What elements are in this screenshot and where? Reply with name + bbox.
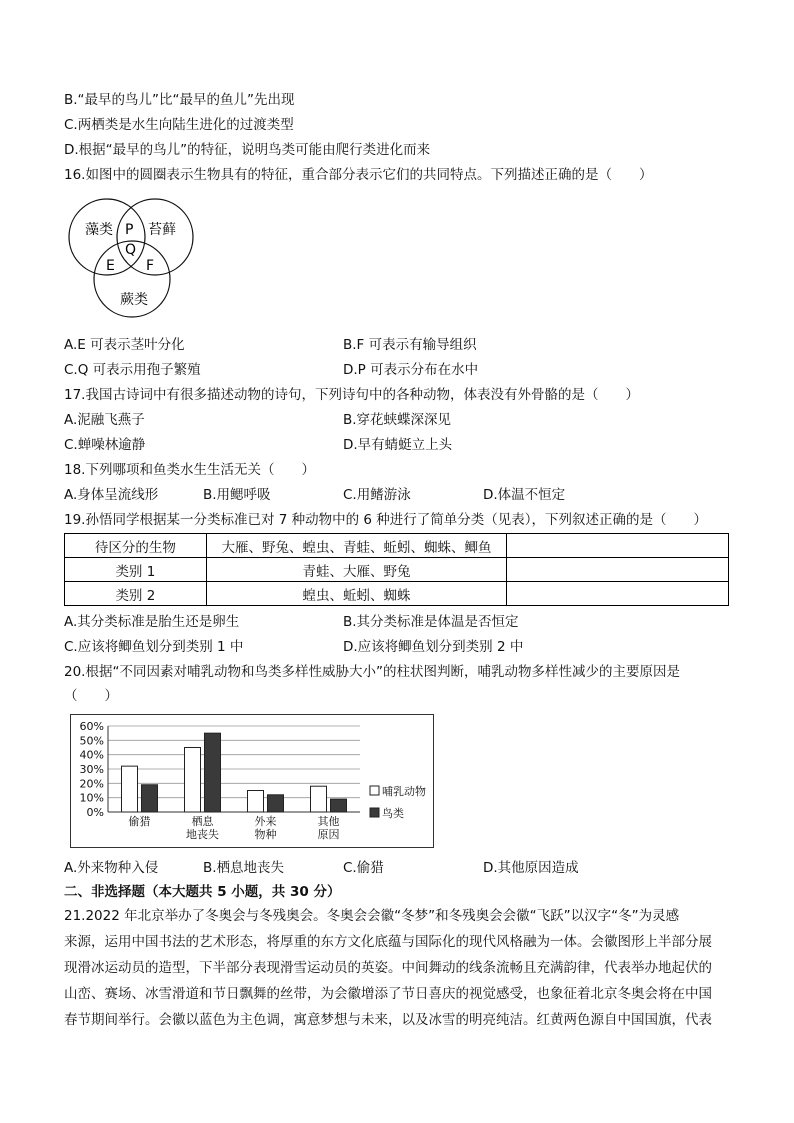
q20-option-b: B.栖息地丧失 [203, 860, 285, 876]
table-cell-label: 类别 2 [65, 582, 207, 606]
classification-table [64, 533, 729, 606]
table-row [65, 534, 729, 558]
q17-option-c: C.蝉噪林逾静 [64, 437, 146, 453]
y-tick-label: 10% [79, 791, 104, 805]
legend-label: 鸟类 [382, 807, 404, 820]
q20-option-d: D.其他原因造成 [483, 860, 579, 876]
table-row [65, 582, 729, 606]
table-cell-value: 青蛙、大雁、野兔 [206, 558, 507, 582]
q16-option-a: A.E 可表示茎叶分化 [64, 337, 185, 353]
table-cell-label: 待区分的生物 [65, 534, 207, 558]
option-d-text: D.根据“最早的鸟儿”的特征，说明鸟类可能由爬行类进化而来 [64, 142, 431, 158]
q19-option-b: B.其分类标准是体温是否恒定 [343, 614, 519, 630]
x-tick-label: 外来 [254, 815, 277, 828]
bar-bird [268, 795, 284, 812]
y-tick-label: 60% [79, 720, 104, 733]
x-tick-label: 栖息 [191, 815, 214, 828]
q19-option-a: A.其分类标准是胎生还是卵生 [64, 614, 240, 630]
venn-label-f: F [146, 258, 155, 274]
table-cell-value: 蝗虫、蚯蚓、蜘蛛 [206, 582, 507, 606]
option-c-text: C.两栖类是水生向陆生进化的过渡类型 [64, 117, 294, 133]
q18-option-a: A.身体呈流线形 [64, 487, 159, 503]
x-tick-label: 偷猎 [128, 815, 151, 828]
x-tick-label: 其他 [317, 815, 340, 828]
question-20: 20.根据“不同因素对哺乳动物和鸟类多样性威胁大小”的柱状图判断，哺乳动物多样性减少的主要原因是 [64, 664, 680, 680]
venn-label-algae: 藻类 [85, 222, 113, 238]
q19-option-c: C.应该将鲫鱼划分到类别 1 中 [64, 639, 244, 655]
venn-label-q: Q [125, 242, 137, 258]
y-tick-label: 20% [79, 777, 104, 791]
y-tick-label: 50% [79, 734, 104, 748]
table-cell-empty [507, 558, 729, 582]
table-cell-empty [507, 534, 729, 558]
q20-option-c: C.偷猎 [343, 860, 384, 876]
q17-option-b: B.穿花蛱蝶深深见 [343, 412, 452, 428]
q16-option-c: C.Q 可表示用孢子繁殖 [64, 362, 201, 378]
bar-bird [331, 799, 347, 812]
q16-option-b: B.F 可表示有输导组织 [343, 337, 477, 353]
bar-mammal [185, 748, 201, 813]
y-tick-label: 40% [79, 748, 104, 762]
legend-swatch [370, 786, 379, 795]
table-cell-label: 类别 1 [65, 558, 207, 582]
paragraph-line: 来源，运用中国书法的艺术形态，将厚重的东方文化底蕴与国际化的现代风格融为一体。会徽图形上半部分展 [64, 934, 712, 950]
q20-option-a: A.外来物种入侵 [64, 860, 159, 876]
y-tick-label: 30% [79, 763, 104, 776]
bar-mammal [122, 766, 138, 812]
bar-mammal [248, 791, 264, 813]
q17-option-a: A.泥融飞燕子 [64, 412, 145, 428]
venn-label-p: P [125, 222, 134, 238]
paragraph-line: 现滑冰运动员的造型，下半部分表现滑雪运动员的英姿。中间舞动的线条流畅且充满韵律，代表举办地起伏的 [64, 960, 712, 976]
venn-label-e: E [106, 258, 115, 274]
question-19: 19.孙悟同学根据某一分类标准已对 7 种动物中的 6 种进行了简单分类（见表），下列叙述正确的是（ ） [64, 512, 708, 528]
question-20-blank: （ ） [64, 688, 118, 704]
paragraph-line: 21.2022 年北京举办了冬奥会与冬残奥会。冬奥会会徽“冬梦”和冬残奥会会徽“飞跃”以汉字“冬”为灵感 [64, 908, 680, 924]
paragraph-line: 春节期间举行。会徽以蓝色为主色调，寓意梦想与未来，以及冰雪的明亮纯洁。红黄两色源自中国国旗，代表 [64, 1012, 712, 1028]
q17-option-d: D.早有蜻蜓立上头 [343, 437, 453, 453]
bar-bird [142, 785, 158, 812]
bar-chart [70, 714, 434, 848]
paragraph-line: 山峦、赛场、冰雪滑道和节日飘舞的丝带，为会徽增添了节日喜庆的视觉感受，也象征着北京冬奥会将在中国 [64, 986, 712, 1002]
q18-option-d: D.体温不恒定 [483, 487, 566, 503]
venn-label-fern: 蕨类 [120, 292, 148, 308]
section-heading: 二、非选择题（本大题共 5 小题，共 30 分） [64, 884, 341, 900]
question-17: 17.我国古诗词中有很多描述动物的诗句，下列诗句中的各种动物，体表没有外骨骼的是（ ） [64, 387, 639, 403]
legend-swatch [370, 808, 379, 817]
table-row [65, 558, 729, 582]
venn-label-moss: 苔藓 [148, 222, 176, 238]
question-18: 18.下列哪项和鱼类水生生活无关（ ） [64, 462, 315, 478]
bar-bird [205, 733, 221, 812]
x-tick-label: 原因 [317, 828, 340, 841]
q18-option-b: B.用鳃呼吸 [203, 487, 271, 503]
table-cell-value: 大雁、野兔、蝗虫、青蛙、蚯蚓、蜘蛛、鲫鱼 [206, 534, 507, 558]
q18-option-c: C.用鳍游泳 [343, 487, 411, 503]
q19-option-d: D.应该将鲫鱼划分到类别 2 中 [343, 639, 524, 655]
table-cell-empty [507, 582, 729, 606]
option-b-text: B.“最早的鸟儿”比“最早的鱼儿”先出现 [64, 92, 295, 108]
x-tick-label: 物种 [254, 828, 277, 841]
bar-mammal [311, 786, 327, 812]
legend-label: 哺乳动物 [382, 785, 426, 798]
x-tick-label: 地丧失 [186, 828, 219, 841]
y-tick-label: 0% [86, 806, 104, 819]
q16-option-d: D.P 可表示分布在水中 [343, 362, 479, 378]
question-16: 16.如图中的圆圈表示生物具有的特征，重合部分表示它们的共同特点。下列描述正确的是（ ） [64, 167, 653, 183]
venn-diagram [60, 192, 210, 322]
